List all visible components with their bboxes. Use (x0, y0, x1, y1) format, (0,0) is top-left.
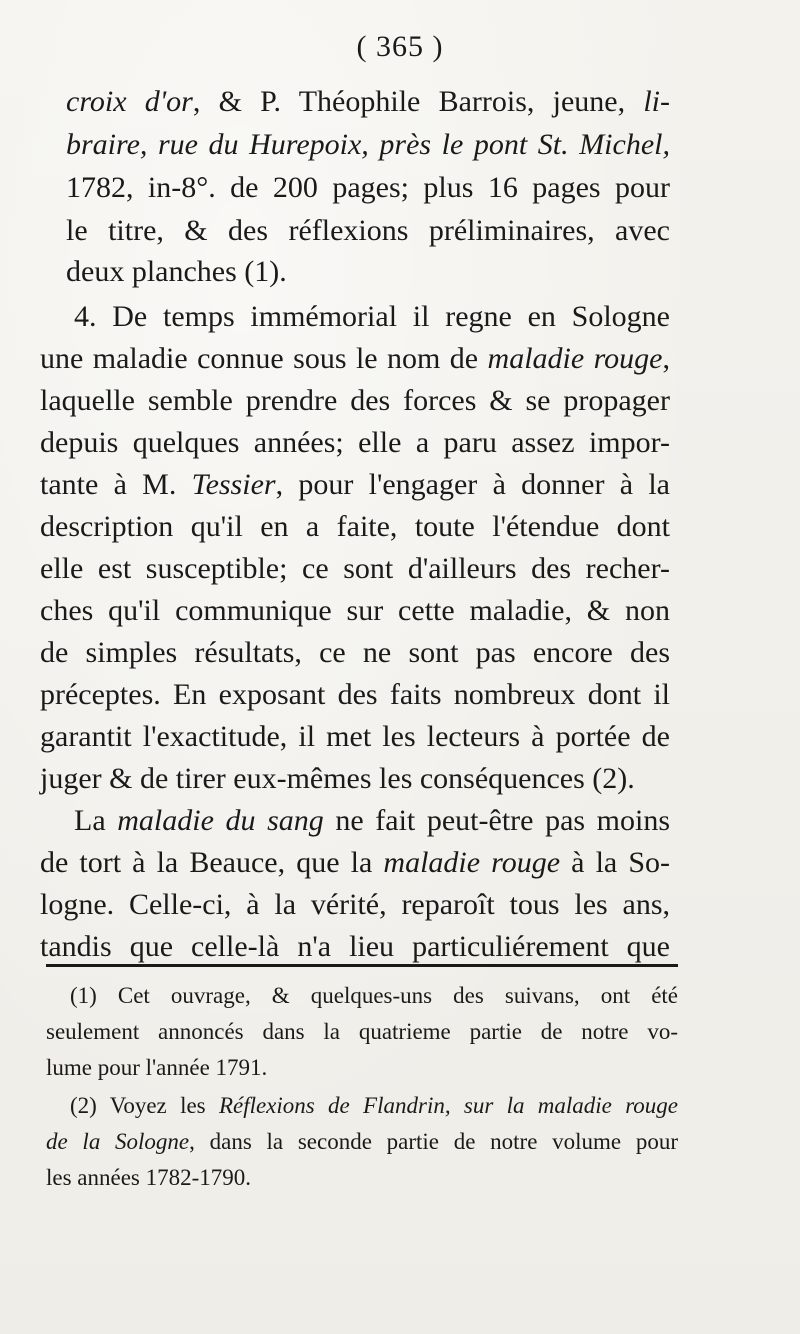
text-line: ches qu'il communique sur cette maladie, & non (40, 594, 670, 627)
text-line: laquelle semble prendre des forces & se propager (40, 384, 670, 417)
text-line: deux planches (1). (66, 255, 287, 288)
footnote-line: seulement annoncés dans la quatrieme partie de notre vo- (46, 1019, 678, 1044)
text-line: elle est susceptible; ce sont d'ailleurs des recher- (40, 552, 670, 585)
text-line: garantit l'exactitude, il met les lecteurs à portée de (40, 720, 670, 753)
text-line: croix d'or, & P. Théophile Barrois, jeune, li- (66, 85, 670, 118)
text-line: juger & de tirer eux-mêmes les conséquences (2). (40, 762, 635, 795)
page-number: ( 365 ) (356, 30, 444, 63)
text-line: 1782, in-8°. de 200 pages; plus 16 pages pour (66, 171, 670, 204)
text-line: tante à M. Tessier, pour l'engager à donner à la (40, 468, 670, 501)
text-line: préceptes. En exposant des faits nombreux dont il (40, 678, 670, 711)
footnote-line: les années 1782-1790. (46, 1165, 252, 1190)
text-line: de tort à la Beauce, que la maladie rouge à la So- (40, 846, 670, 879)
footnote-line: lume pour l'année 1791. (46, 1055, 268, 1080)
text-line: logne. Celle-ci, à la vérité, reparoît tous les ans, (40, 888, 670, 921)
footnote-line: (2) Voyez les Réflexions de Flandrin, sur la maladie rouge (70, 1093, 679, 1118)
text-line: de simples résultats, ce ne sont pas encore des (40, 636, 670, 669)
text-line: une maladie connue sous le nom de maladie rouge, (40, 342, 670, 375)
text-line: braire, rue du Hurepoix, près le pont St. Michel, (66, 128, 670, 161)
text-line: description qu'il en a faite, toute l'étendue dont (40, 510, 670, 543)
footnote-line: (1) Cet ouvrage, & quelques-uns des suivans, ont été (70, 983, 678, 1008)
text-line: le titre, & des réflexions préliminaires, avec (66, 214, 670, 247)
text-line: La maladie du sang ne fait peut-être pas moins (74, 804, 671, 837)
footnote-line: de la Sologne, dans la seconde partie de notre volume pour (46, 1129, 678, 1154)
text-line: depuis quelques années; elle a paru assez impor- (40, 426, 670, 459)
text-line: 4. De temps immémorial il regne en Sologne (74, 300, 670, 333)
text-line: tandis que celle-là n'a lieu particuliérement que (40, 930, 670, 963)
footnote-divider (46, 964, 678, 967)
